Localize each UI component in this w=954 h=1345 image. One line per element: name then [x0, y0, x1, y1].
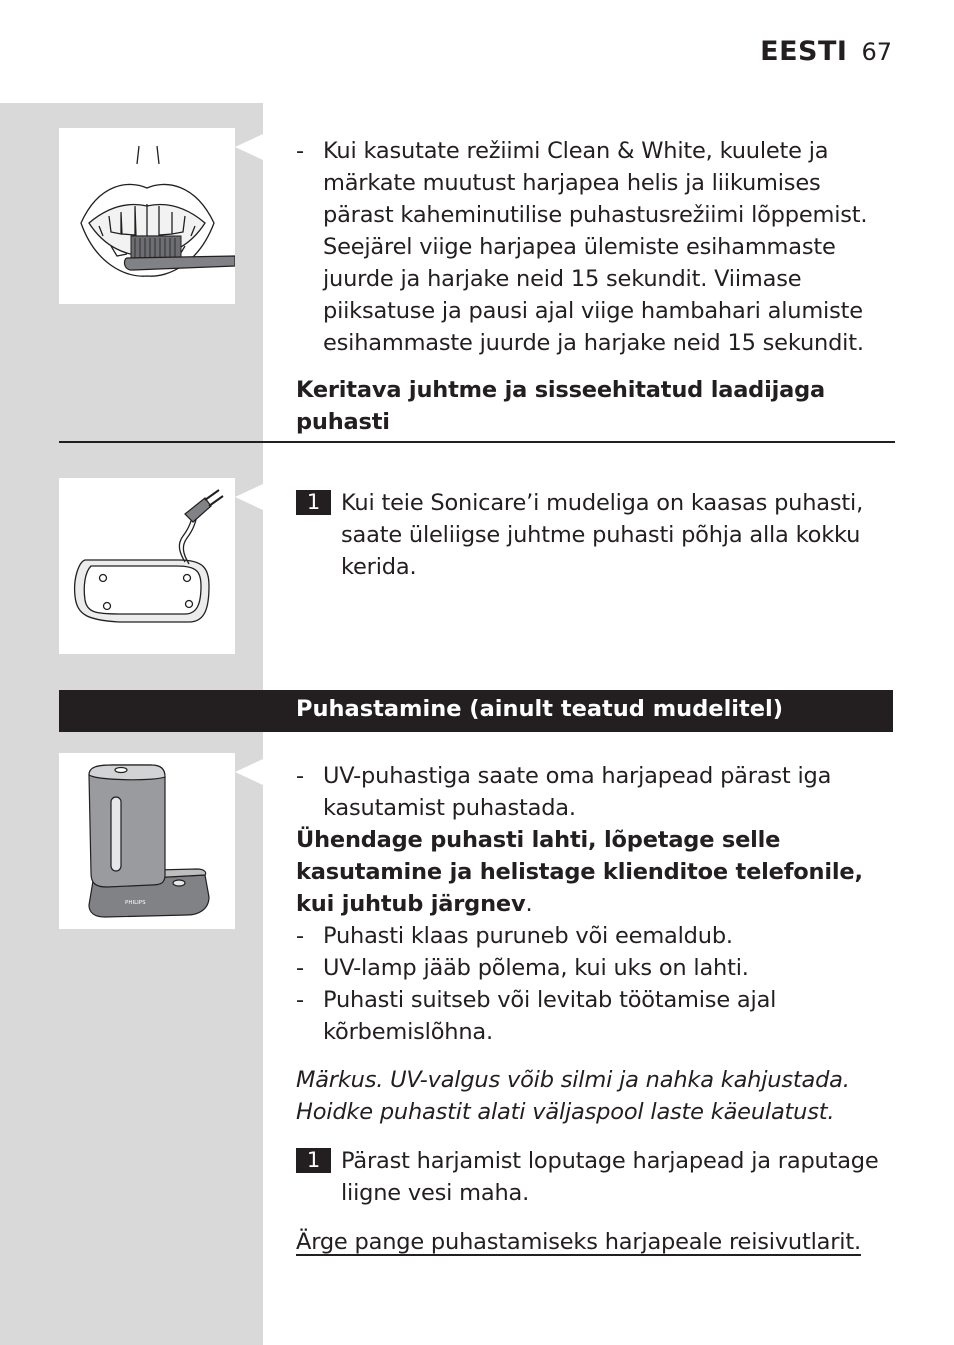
figure-pointer — [235, 484, 263, 510]
underlined-paragraph — [296, 1226, 894, 1258]
list-item: - Kui kasutate režiimi Clean & White, kuulete ja märkate muutust harjapea helis ja liikumises pärast kaheminutilise puhastusrežiimi lõppemist. Seejärel viige harjapea ülemiste esihammaste juurde ja harjake neid 15 sekundit. Viimase piiksatuse ja pausi ajal viige hambahari alumiste esihammaste juurde ja harjake neid 15 sekundit. — [296, 135, 894, 359]
warning-paragraph — [296, 824, 894, 920]
step-text: Pärast harjamist loputage harjapead ja raputage liigne vesi maha. — [341, 1148, 879, 1206]
warning-period: . — [525, 891, 533, 917]
section-brushing-text — [296, 135, 894, 438]
step-item — [296, 487, 894, 583]
figure-brushing-front-teeth — [59, 128, 235, 304]
warning-list-item: - UV-lamp jääb põlema, kui uks on lahti. — [296, 952, 894, 984]
figure-cleaner-cord — [59, 478, 235, 654]
page-number: 67 — [861, 38, 892, 66]
cord-wind-illustration — [59, 478, 235, 654]
step-item — [296, 1145, 894, 1209]
section-divider — [59, 441, 895, 443]
list-item: - UV-puhastiga saate oma harjapead pärast iga kasutamist puhastada. — [296, 760, 894, 824]
uv-cleaner-illustration — [59, 753, 235, 929]
note-line: Hoidke puhastit alati väljaspool laste käeulatust. — [296, 1099, 835, 1125]
figure-pointer — [235, 759, 263, 785]
note-line: Märkus. UV-valgus võib silmi ja nahka kahjustada. — [296, 1067, 850, 1093]
figure-pointer — [235, 134, 263, 160]
section-title-cleaning: Puhastamine (ainult teatud mudelitel) — [296, 696, 784, 722]
language-label: EESTI — [760, 36, 848, 67]
warning-list-item: - Puhasti suitseb või levitab töötamise ajal kõrbemislõhna. — [296, 984, 894, 1048]
section-heading-cord-cleaner: Keritava juhtme ja sisseehitatud laadijaga puhasti — [296, 377, 825, 435]
section-cleaning-text — [296, 760, 894, 1258]
underlined-text: Ärge pange puhastamiseks harjapeale reisivutlarit. — [296, 1229, 861, 1255]
page-header — [760, 36, 892, 67]
section-title-bar — [59, 690, 893, 732]
mouth-brushing-illustration — [59, 128, 235, 304]
step-number-badge: 1 — [296, 1148, 331, 1173]
step-number-badge: 1 — [296, 490, 331, 515]
warning-list-item: - Puhasti klaas puruneb või eemaldub. — [296, 920, 894, 952]
step-text: Kui teie Sonicare’i mudeliga on kaasas puhasti, saate üleliigse juhtme puhasti põhja alla kokku kerida. — [341, 490, 864, 580]
figure-uv-cleaner — [59, 753, 235, 929]
philips-logo: PHILIPS — [125, 900, 146, 906]
section-cord-text — [296, 487, 894, 583]
warning-text: Ühendage puhasti lahti, lõpetage selle kasutamine ja helistage klienditoe telefonile, kui juhtub järgnev — [296, 827, 863, 917]
